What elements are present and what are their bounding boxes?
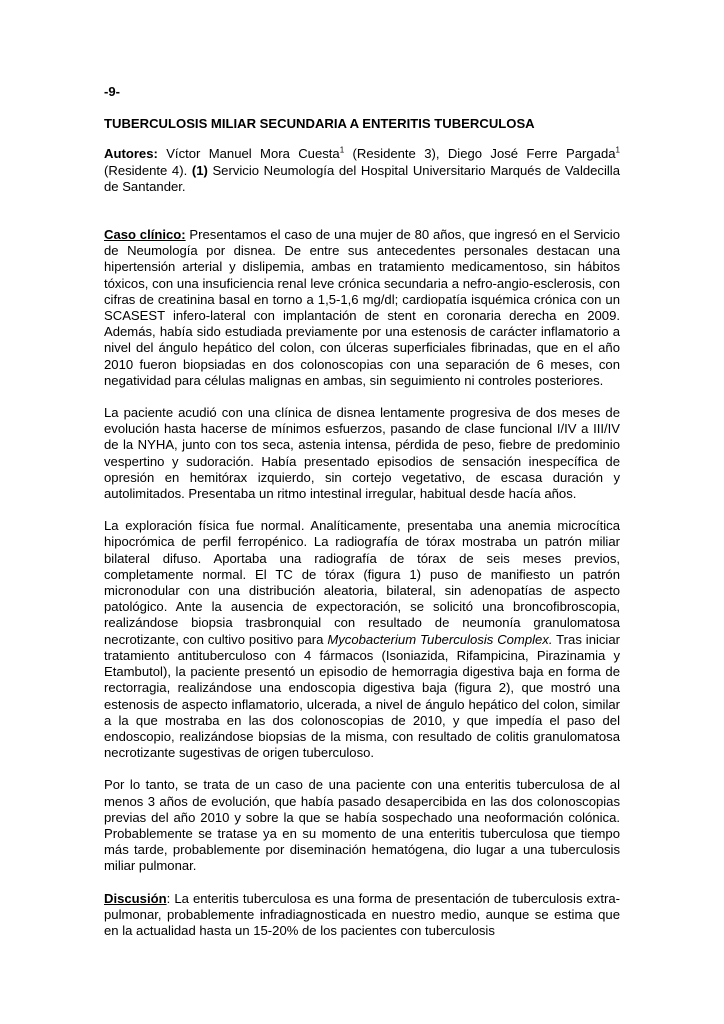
authors-label: Autores:: [104, 146, 158, 162]
author-1-superscript: 1: [339, 146, 345, 156]
exploration-text-part1: La exploración física fue normal. Analíticamente, presentaba una anemia microcítica hipocrómica de perfil ferropénico. La radiografía de tórax mostraba un patrón miliar bilateral difuso. Aportaba una radiografía de tórax de seis meses previos, completamente normal. El TC de tórax (figura 1) puso de manifiesto un patrón micronodular con una distribución aleatoria, bilateral, sin adenopatías de aspecto patológico. Ante la ausencia de expectoración, se solicitó una broncofibroscopia, realizándose biopsia trasbronquial con resultado de neumonía granulomatosa necrotizante, con cultivo positivo para: [104, 518, 620, 647]
caso-clinico-paragraph: [104, 227, 620, 389]
author-1-role: (Residente 3), Diego José Ferre Pargada: [344, 146, 616, 162]
authors-block: [104, 146, 620, 195]
organism-name: Mycobacterium Tuberculosis Complex.: [327, 631, 553, 647]
affiliation-marker: (1): [191, 162, 208, 178]
affiliation-text: Servicio Neumología del Hospital Universitario Marqués de Valdecilla de Santander.: [104, 162, 620, 194]
clinical-presentation-paragraph: La paciente acudió con una clínica de disnea lentamente progresiva de dos meses de evolución hasta hacerse de mínimos esfuerzos, pasando de clase funcional I/IV a III/IV de la NYHA, junto con tos seca, astenia intensa, pérdida de peso, fiebre de predominio vespertino y sudoración. Había presentado episodios de sensación inespecífica de opresión en hemitórax izquierdo, sin cortejo vegetativo, de escasa duración y autolimitados. Presentaba un ritmo intestinal irregular, habitual desde hacía años.: [104, 405, 620, 502]
document-title: TUBERCULOSIS MILIAR SECUNDARIA A ENTERITIS TUBERCULOSA: [104, 116, 535, 132]
page-number: -9-: [104, 84, 121, 99]
document-page: [104, 84, 620, 939]
exploration-paragraph: [104, 518, 620, 761]
discusion-heading: Discusión: [104, 890, 167, 906]
author-2-role: (Residente 4).: [104, 162, 192, 178]
caso-clinico-heading: Caso clínico:: [104, 227, 186, 243]
summary-paragraph: Por lo tanto, se trata de un caso de una paciente con una enteritis tuberculosa de al menos 3 años de evolución, que había pasado desapercibida en las dos colonoscopias previas del año 2010 y sobre la que se había sospechado una neoformación colónica. Probablemente se tratase ya en su momento de una enteritis tuberculosa que tiempo más tarde, probablemente por diseminación hematógena, dio lugar a una tuberculosis miliar pulmonar.: [104, 777, 620, 874]
author-1-name: Víctor Manuel Mora Cuesta: [157, 146, 340, 162]
exploration-text-part2: Tras iniciar tratamiento antituberculoso con 4 fármacos (Isoniazida, Rifampicina, Pirazinamia y Etambutol), la paciente presentó un episodio de hemorragia digestiva baja en forma de rectorragia, realizándose una endoscopia digestiva baja (figura 2), que mostró una estenosis de aspecto inflamatorio, ulcerada, a nivel de ángulo hepático del colon, similar a la que mostraba en las dos colonoscopias de 2010, y que impedía el paso del endoscopio, realizándose biopsias de la misma, con resultado de colitis granulomatosa necrotizante sugestivas de origen tuberculoso.: [104, 631, 620, 761]
discusion-paragraph: [104, 891, 620, 940]
author-2-superscript: 1: [615, 146, 620, 156]
discusion-text: : La enteritis tuberculosa es una forma de presentación de tuberculosis extra-pulmonar, probablemente infradiagnosticada en nuestro medio, aunque se estima que en la actualidad hasta un 15-20% de los pacientes con tuberculosis: [104, 890, 620, 938]
caso-clinico-text: Presentamos el caso de una mujer de 80 años, que ingresó en el Servicio de Neumología por disnea. De entre sus antecedentes personales destacan una hipertensión arterial y dislipemia, ambas en tratamiento medicamentoso, sin hábitos tóxicos, con una insuficiencia renal leve crónica secundaria a nefro-angio-esclerosis, con cifras de creatinina basal en torno a 1,5-1,6 mg/dl; cardiopatía isquémica crónica con un SCASEST infero-lateral con implantación de stent en coronaria derecha en 2009. Además, había sido estudiada previamente por una estenosis de carácter inflamatorio a nivel del ángulo hepático del colon, con úlceras superficiales fibrinadas, que en el año 2010 fueron biopsiadas en dos colonoscopias con una separación de 6 meses, con negatividad para células malignas en ambas, sin seguimiento ni controles posteriores.: [104, 227, 620, 388]
